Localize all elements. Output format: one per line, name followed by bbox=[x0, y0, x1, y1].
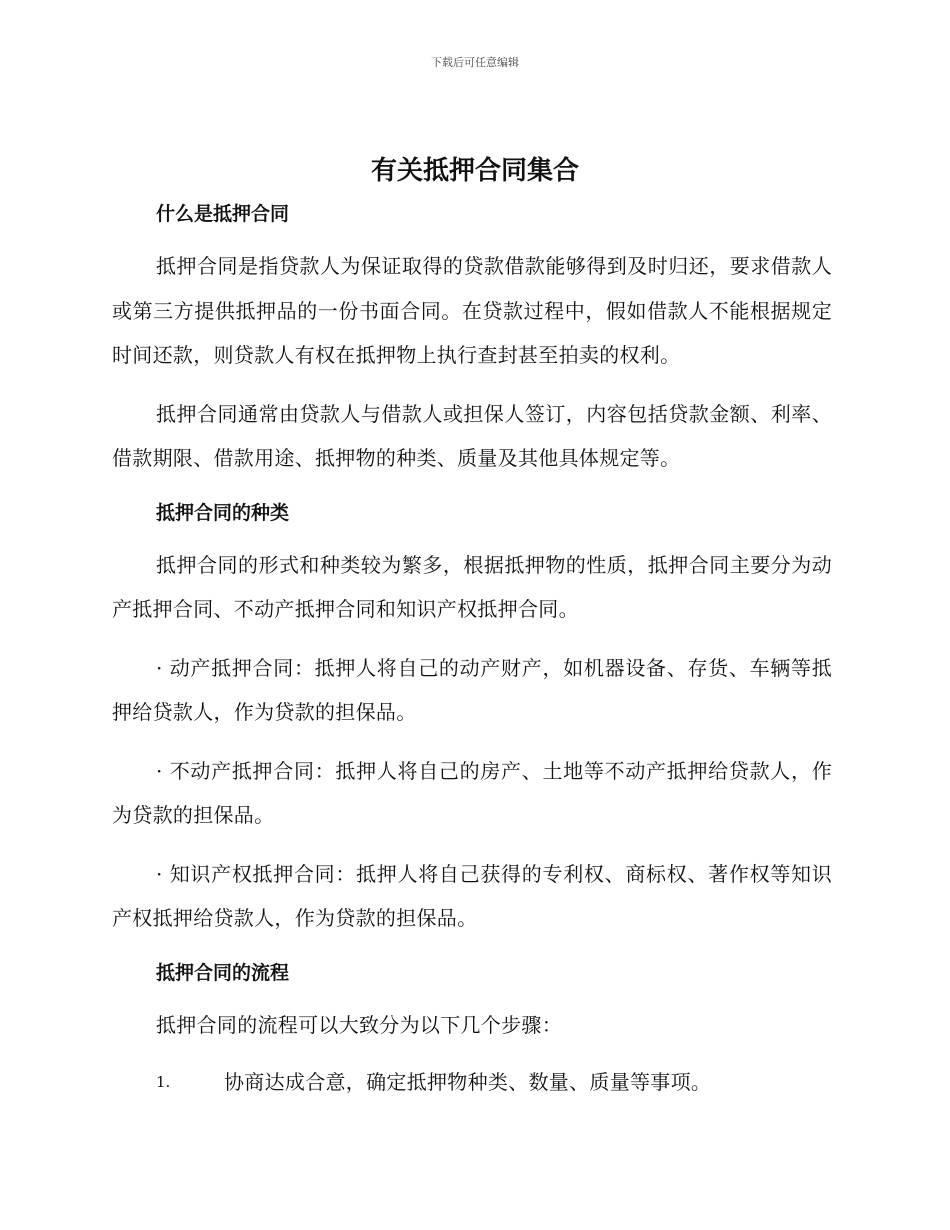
paragraph-definition: 抵押合同是指贷款人为保证取得的贷款借款能够得到及时归还，要求借款人或第三方提供抵押品的一份书面合同。在贷款过程中，假如借款人不能根据规定时间还款，则贷款人有权在抵押物上执行查封甚至拍卖的权利。 bbox=[112, 254, 832, 367]
document-body bbox=[112, 196, 832, 1105]
page-header-note: 下载后可任意编辑 bbox=[431, 56, 519, 69]
paragraph-types-intro: 抵押合同的形式和种类较为繁多，根据抵押物的性质，抵押合同主要分为动产抵押合同、不动产抵押合同和知识产权抵押合同。 bbox=[112, 552, 832, 621]
bullet-movable-property: · 动产抵押合同：抵押人将自己的动产财产，如机器设备、存货、车辆等抵押给贷款人，作为贷款的担保品。 bbox=[112, 655, 832, 724]
list-item bbox=[112, 1059, 832, 1105]
document-title: 有关抵押合同集合 bbox=[370, 156, 579, 186]
section-heading-types: 抵押合同的种类 bbox=[156, 501, 290, 524]
list-number: 1. bbox=[156, 1073, 171, 1091]
section-heading-what-is: 什么是抵押合同 bbox=[156, 203, 290, 225]
section-heading-process: 抵押合同的流程 bbox=[156, 961, 290, 984]
paragraph-signing: 抵押合同通常由贷款人与借款人或担保人签订，内容包括贷款金额、利率、借款期限、借款用途、抵押物的种类、质量及其他具体规定等。 bbox=[112, 401, 832, 470]
list-text: 协商达成合意，确定抵押物种类、数量、质量等事项。 bbox=[224, 1070, 712, 1094]
bullet-real-estate: · 不动产抵押合同：抵押人将自己的房产、土地等不动产抵押给贷款人，作为贷款的担保品。 bbox=[112, 758, 832, 827]
paragraph-process-intro: 抵押合同的流程可以大致分为以下几个步骤： bbox=[156, 1012, 562, 1037]
bullet-intellectual-property: · 知识产权抵押合同：抵押人将自己获得的专利权、商标权、著作权等知识产权抵押给贷款人，作为贷款的担保品。 bbox=[112, 861, 832, 930]
